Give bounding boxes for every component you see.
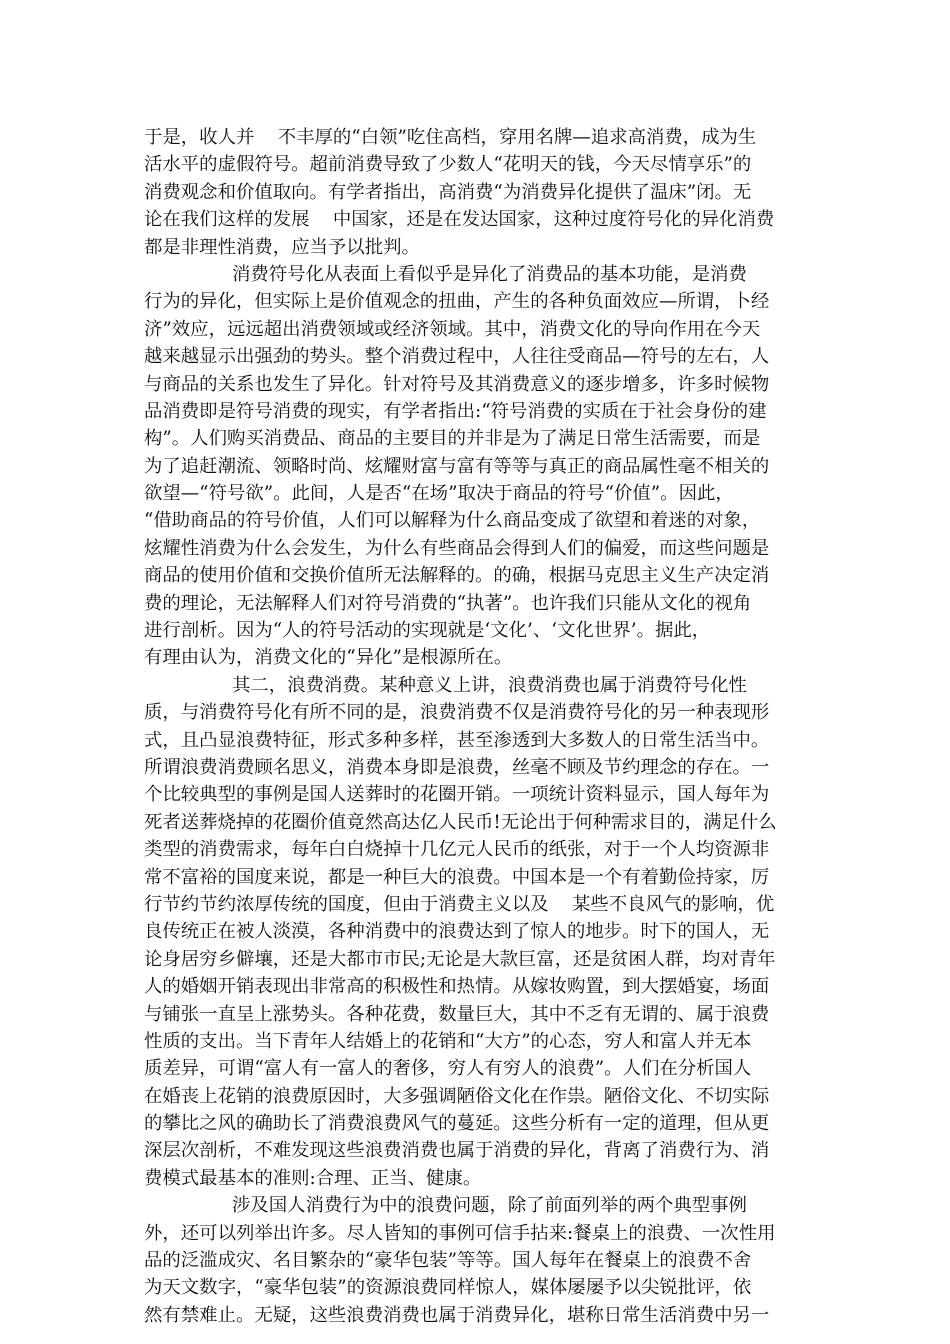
text-line: 炫耀性消费为什么会发生，为什么有些商品会得到人们的偏爱，而这些问题是 — [144, 537, 770, 559]
text-line: 与铺张一直呈上涨势头。各种花费，数量巨大，其中不乏有无谓的、属于浪费 — [144, 1003, 770, 1025]
text-line: 于是，收人并 不丰厚的“白领”吃住高档，穿用名牌—追求高消费，成为生 — [144, 127, 757, 148]
paragraph-first-line: 消费符号化从表面上看似乎是异化了消费品的基本功能，是消费 — [232, 263, 747, 285]
text-line: 进行剖析。因为“人的符号活动的实现就是‘文化’、‘文化世界’。据此， — [144, 620, 711, 642]
text-line: 论身居穷乡僻壤，还是大都市市民;无论是大款巨富，还是贫困人群，均对青年 — [144, 948, 776, 970]
text-line: “借助商品的符号价值，人们可以解释为什么商品变成了欲望和着迷的对象， — [144, 510, 761, 532]
text-line: 越来越显示出强劲的势头。整个消费过程中，人往往受商品—符号的左右，人 — [144, 346, 770, 368]
paragraph-first-line: 涉及国人消费行为中的浪费问题，除了前面列举的两个典型事例 — [232, 1195, 747, 1217]
text-line: 质，与消费符号化有所不同的是，浪费消费不仅是消费符号化的另一种表现形 — [144, 702, 770, 724]
body-text — [144, 124, 804, 1329]
text-line: 常不富裕的国度来说，都是一种巨大的浪费。中国本是一个有着勤俭持家，厉 — [144, 866, 770, 888]
text-line: 深层次剖析，不难发现这些浪费消费也属于消费的异化，背离了消费行为、消 — [144, 1140, 770, 1162]
text-line: 与商品的关系也发生了异化。针对符号及其消费意义的逐步增多，许多时候物 — [144, 373, 770, 395]
text-line: 在婚丧上花销的浪费原因时，大多强调陋俗文化在作祟。陋俗文化、不切实际 — [144, 1085, 770, 1107]
text-line: 费模式最基本的准则:合理、正当、健康。 — [144, 1167, 482, 1189]
text-line: 有理由认为，消费文化的“异化”是根源所在。 — [144, 647, 513, 669]
text-line: 所谓浪费消费顾名思义，消费本身即是浪费，丝毫不顾及节约理念的存在。一 — [144, 756, 770, 778]
text-line: 论在我们这样的发展 中国家，还是在发达国家，这种过度符号化的异化消费 — [144, 209, 775, 231]
text-line: 品的泛滥成灾、名目繁杂的“豪华包装”等等。国人每年在餐桌上的浪费不舍 — [144, 1250, 752, 1272]
text-line: 济”效应，远远超出消费领域或经济领域。其中，消费文化的导向作用在今天 — [144, 318, 761, 340]
text-line: 商品的使用价值和交换价值所无法解释的。的确，根据马克思主义生产决定消 — [144, 565, 770, 587]
text-line: 都是非理性消费，应当予以批判。 — [144, 236, 420, 258]
text-line: 欲望—“符号欲”。此间，人是否“在场”取决于商品的符号“价值”。因此， — [144, 483, 734, 505]
text-line: 个比较典型的事例是国人送葬时的花圈开销。一项统计资料显示，国人每年为 — [144, 784, 770, 806]
text-line: 类型的消费需求，每年白白烧掉十几亿元人民币的纸张，对于一个人均资源非 — [144, 839, 770, 861]
text-line: 消费观念和价值取向。有学者指出，高消费“为消费异化提供了温床”闭。无 — [144, 181, 752, 203]
text-line: 为天文数字，“豪华包装”的资源浪费同样惊人，媒体屡屡予以尖锐批评，依 — [144, 1277, 752, 1299]
text-line: 构”。人们购买消费品、商品的主要目的并非是为了满足日常生活需要，而是 — [144, 428, 761, 450]
text-line: 行节约节约浓厚传统的国度，但由于消费主义以及 某些不良风气的影响，优 — [144, 893, 775, 915]
text-line: 性质的支出。当下青年人结婚上的花销和“大方”的心态，穷人和富人并无本 — [144, 1030, 752, 1052]
text-line: 外，还可以列举出许多。尽人皆知的事例可信手拈来:餐桌上的浪费、一次性用 — [144, 1222, 776, 1244]
text-line: 人的婚姻开销表现出非常高的积极性和热情。从嫁妆购置，到大摆婚宴，场面 — [144, 976, 770, 998]
text-line: 活水平的虚假符号。超前消费导致了少数人“花明天的钱，今天尽情享乐”的 — [144, 154, 752, 176]
text-line: 质差异，可谓“富人有一富人的奢侈，穷人有穷人的浪费”。人们在分析国人 — [144, 1058, 752, 1080]
paragraph-first-line: 其二，浪费消费。某种意义上讲，浪费消费也属于消费符号化性 — [232, 674, 747, 696]
text-line: 行为的异化，但实际上是价值观念的扭曲，产生的各种负面效应—所谓，卜经 — [144, 291, 770, 313]
text-line: 的攀比之风的确助长了消费浪费风气的蔓延。这些分析有一定的道理，但从更 — [144, 1113, 770, 1135]
text-line: 良传统正在被人淡漠，各种消费中的浪费达到了惊人的地步。时下的国人，无 — [144, 921, 770, 943]
text-line: 然有禁难止。无疑，这些浪费消费也属于消费异化，堪称日常生活消费中另一 — [144, 1304, 770, 1326]
text-line: 式，且凸显浪费特征，形式多种多样，甚至渗透到大多数人的日常生活当中。 — [144, 729, 770, 751]
text-line: 品消费即是符号消费的现实，有学者指出:“符号消费的实质在于社会身份的建 — [144, 400, 767, 422]
text-line: 死者送葬烧掉的花圈价值竟然高达亿人民币!无论出于何种需求目的，满足什么 — [144, 811, 777, 833]
text-line: 为了追赶潮流、领略时尚、炫耀财富与富有等等与真正的商品属性毫不相关的 — [144, 455, 770, 477]
text-line: 费的理论，无法解释人们对符号消费的“执著”。也许我们只能从文化的视角 — [144, 592, 752, 614]
